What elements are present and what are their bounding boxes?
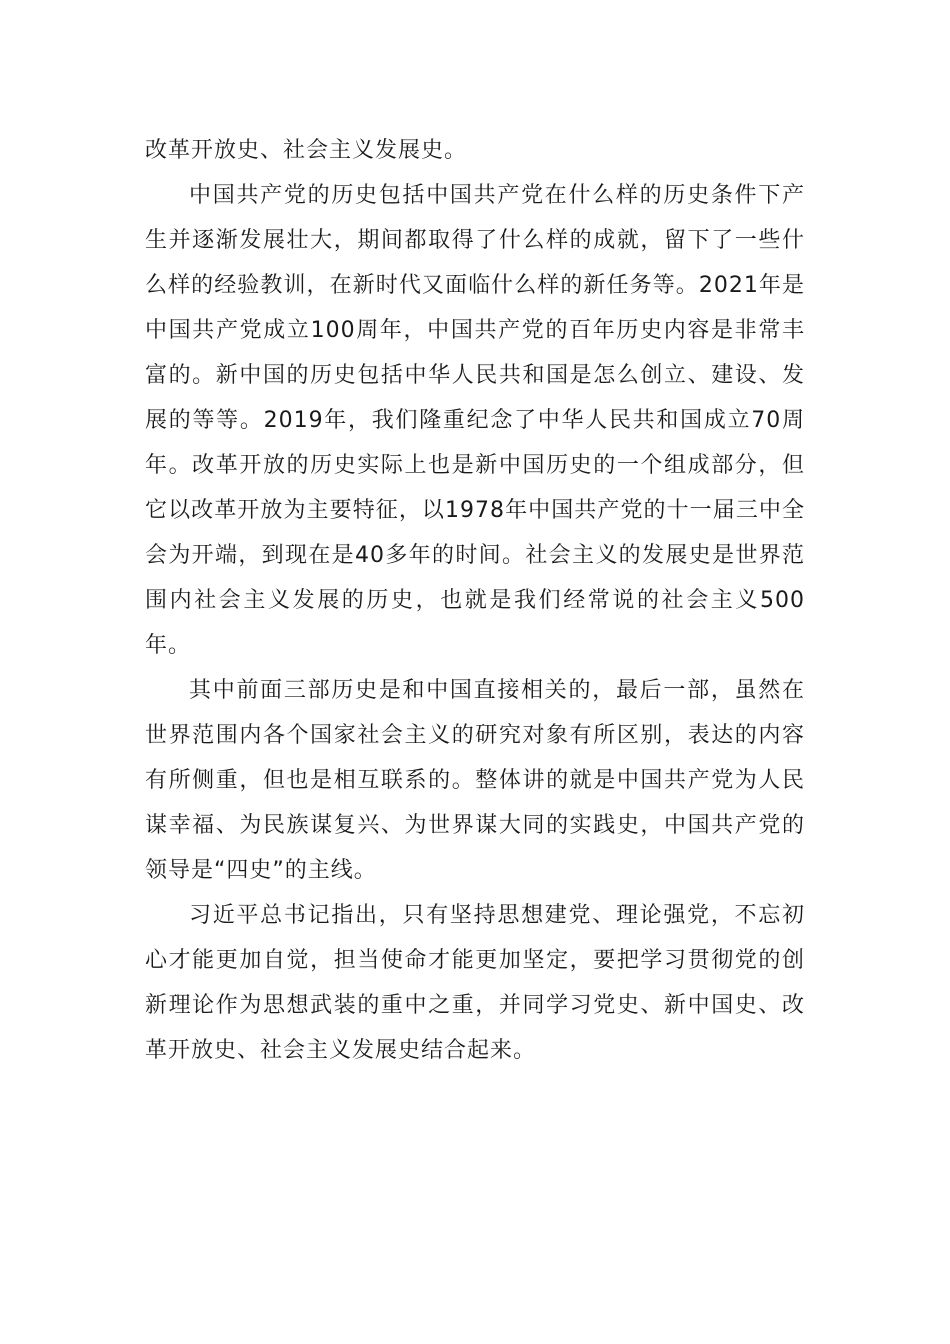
paragraph-continuation: 改革开放史、社会主义发展史。 bbox=[145, 138, 468, 163]
paragraph-xi-quote: 习近平总书记指出，只有坚持思想建党、理论强党，不忘初心才能更加自觉，担当使命才能更加坚定，要把学习贯彻党的创新理论作为思想武装的重中之重，并同学习党史、新中国史、改革开放史、社会主义发展史结合起来。 bbox=[145, 903, 805, 1063]
paragraph-party-history: 中国共产党的历史包括中国共产党在什么样的历史条件下产生并逐渐发展壮大，期间都取得了什么样的成就，留下了一些什么样的经验教训，在新时代又面临什么样的新任务等。2021年是中国共产党成立100周年，中国共产党的百年历史内容是非常丰富的。新中国的历史包括中华人民共和国是怎么创立、建设、发展的等等。2019年，我们隆重纪念了中华人民共和国成立70周年。改革开放的历史实际上也是新中国历史的一个组成部分，但它以改革开放为主要特征，以1978年中国共产党的十一届三中全会为开端，到现在是40多年的时间。社会主义的发展史是世界范围内社会主义发展的历史，也就是我们经常说的社会主义500年。 bbox=[145, 183, 805, 658]
document-body bbox=[145, 128, 805, 1073]
paragraph-four-histories-relation: 其中前面三部历史是和中国直接相关的，最后一部，虽然在世界范围内各个国家社会主义的研究对象有所区别，表达的内容有所侧重，但也是相互联系的。整体讲的就是中国共产党为人民谋幸福、为民族谋复兴、为世界谋大同的实践史，中国共产党的领导是“四史”的主线。 bbox=[145, 678, 805, 883]
